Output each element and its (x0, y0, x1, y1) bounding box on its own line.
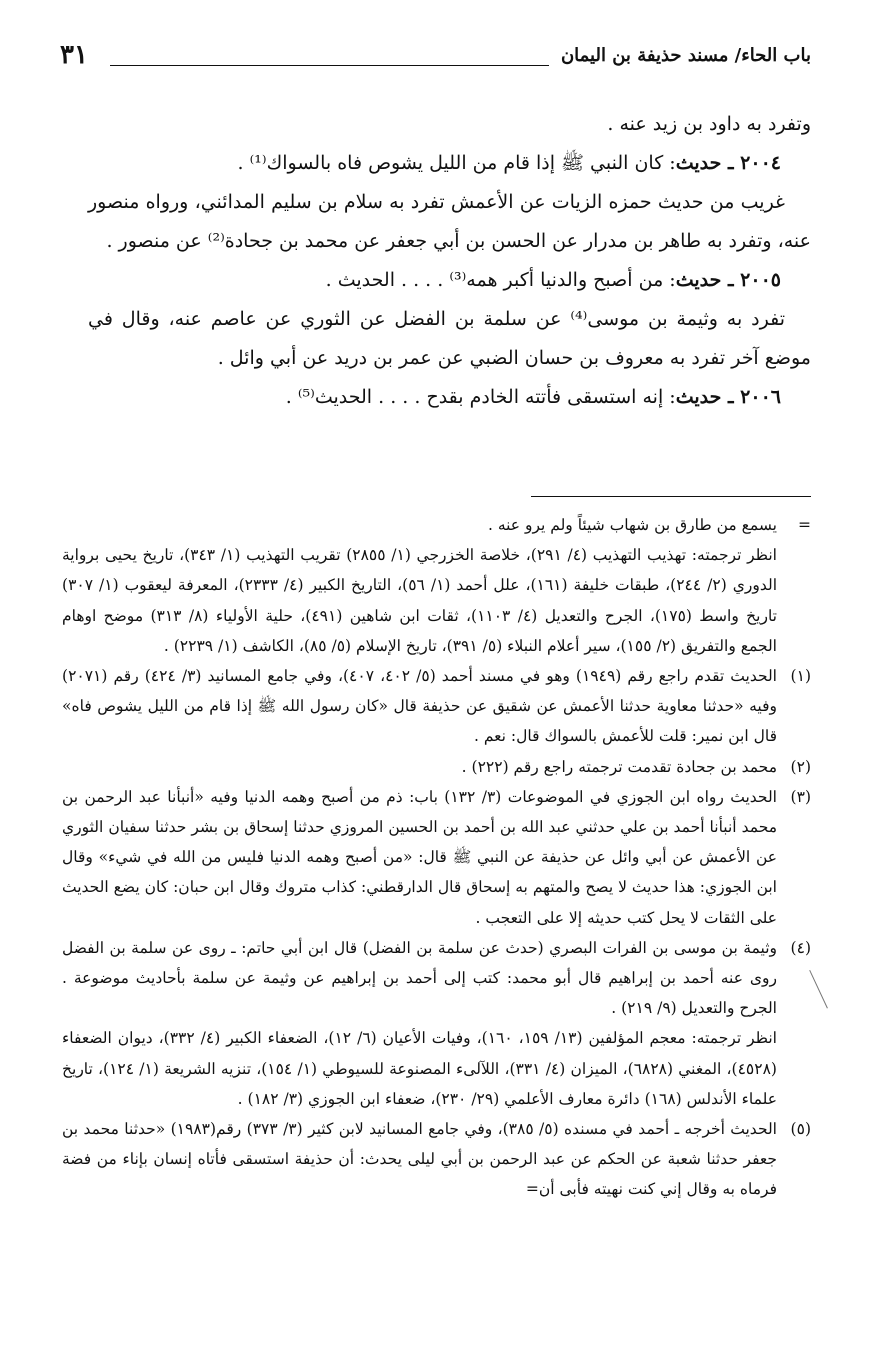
paragraph-1: وتفرد به داود بن زيد عنه . (607, 113, 811, 135)
footnote-number: (١) (790, 667, 811, 686)
footnote-number: (٣) (790, 787, 811, 806)
paragraph-3: تفرد به وثيمة بن موسى⁽⁴⁾ عن سلمة بن الفضل عن الثوري عن عاصم عنه، وقال في موضع آخر تفرد به معروف بن حسان الضبي عن عمر بن دريد عن أبي وائل . (88, 308, 811, 369)
running-title: باب الحاء/ مسند حذيفة بن اليمان (560, 44, 811, 66)
page-number: ٣١ (60, 40, 88, 70)
footnote-number: (٢) (790, 757, 811, 776)
footnote-text: وثيمة بن موسى بن الفرات البصري (حدث عن سلمة بن الفضل) قال ابن أبي حاتم: ـ روى عن سلمة بن الفضل روى عنه أحمد بن إبراهيم قال أبو محمد: كتب إلى أحمد بن إبراهيم عن وثيمة عن سلمة بأحاديث موضوعة . الجرح والتعديل (٩/ ٢١٩) . (62, 938, 777, 1018)
hadith-2004 (88, 144, 811, 183)
continuation-refs: انظر ترجمته: تهذيب التهذيب (٤/ ٢٩١)، خلاصة الخزرجي (١/ ٢٨٥٥) تقريب التهذيب (١/ ٣٤٣)، تاريخ يحيى برواية الدوري (٢/ ٢٤٤)، طبقات خليفة (١٦١)، علل أحمد (١/ ٥٦)، التاريخ الكبير (٤/ ٢٣٣٣)، المعرفة ليعقوب (١/ ٣٠٧) تاريخ واسط (١٧٥)، الجرح والتعديل (٤/ ١١٠٣)، ثقات ابن شاهين (٤٩١)، حلية الأولياء (٨/ ٣١٣) موضح اوهام الجمع والتفريق (٢/ ١٥٥)، سير أعلام النبلاء (٥/ ٣٩١)، تاريخ الإسلام (٥/ ٨٥)، الكاشف (١/ ٢٢٣٩) . (62, 546, 778, 655)
hadith-2005 (88, 261, 811, 300)
footnotes (62, 510, 811, 1205)
footnote-3 (62, 782, 811, 933)
footnote-text: محمد بن جحادة تقدمت ترجمته راجع رقم (٢٢٢) . (461, 757, 777, 776)
footnote-continuation (62, 510, 811, 661)
footnote-5 (62, 1114, 811, 1205)
hadith-2006-text: : إنه استسقى فأتته الخادم بقدح . . . . الحديث⁽⁵⁾ . (285, 386, 676, 408)
hadith-2006-label: ٢٠٠٦ ـ حديث (675, 386, 781, 408)
footnote-separator (531, 496, 811, 497)
main-text (88, 105, 811, 417)
footnote-number: (٥) (790, 1120, 811, 1139)
footnote-2 (62, 752, 811, 782)
hadith-2005-text: : من أصبح والدنيا أكبر همه⁽³⁾ . . . . الحديث . (325, 269, 676, 291)
hadith-2006 (88, 378, 811, 417)
footnote-text: الحديث تقدم راجع رقم (١٩٤٩) وهو في مسند أحمد (٥/ ٤٠٢، ٤٠٧)، وفي جامع المسانيد (٣/ ٤٢٤) رقم (٢٠٧١) وفيه «حدثنا معاوية حدثنا الأعمش عن شقيق عن حذيفة قال «كان رسول الله ﷺ إذا قام من الليل يشوص فاه» قال ابن نمير: قلت للأعمش بالسواك قال: نعم . (62, 667, 777, 746)
footnote-4 (62, 933, 811, 1114)
paragraph-2: غريب من حديث حمزه الزيات عن الأعمش تفرد به سلام بن سليم المدائني، ورواه منصور عنه، وتفرد به طاهر بن مدرار عن الحسن بن أبي جعفر عن محمد بن جحادة⁽²⁾ عن منصور . (88, 191, 811, 252)
footnote-1 (62, 661, 811, 752)
footnote-text: الحديث رواه ابن الجوزي في الموضوعات (٣/ ١٣٢) باب: ذم من أصبح وهمه الدنيا وفيه «أنبأنا عبد الرحمن بن محمد أنبأنا أحمد بن علي حدثني عبد الله بن أحمد بن الحسين المروزي حدثنا إسحاق بن بشر حدثنا سفيان الثوري عن الأعمش عن أبي وائل عن حذيفة عن النبي ﷺ قال: «من أصبح وهمه الدنيا فليس من الله في شيء» وقال ابن الجوزي: هذا حديث لا يصح والمتهم به إسحاق قال الدارقطني: كذاب متروك وقال ابن حبان: كان يضع الحديث على الثقات لا يحل كتب حديثه إلا على التعجب . (62, 787, 778, 927)
margin-mark (809, 970, 829, 1009)
continuation-text: يسمع من طارق بن شهاب شيئاً ولم يرو عنه . (487, 516, 777, 534)
continuation-mark: = (798, 516, 811, 534)
page-header (60, 30, 811, 80)
footnote-refs: انظر ترجمته: معجم المؤلفين (١٣/ ١٥٩، ١٦٠)، وفيات الأعيان (٦/ ١٢)، الضعفاء الكبير (٤/ ٣٣٢)، ديوان الضعفاء (٤٥٢٨)، المغني (٦٨٢٨)، الميزان (٤/ ٣٣١)، اللآلىء المصنوعة للسيوطي (١/ ١٥٤)، تنزيه الشريعة (١/ ١٢٤)، تاريخ علماء الأندلس (١٦٨) دائرة معارف الأعلمي (٢٩/ ٢٣٠)، ضعفاء ابن الجوزي (٣/ ١٨٢) . (62, 1029, 777, 1108)
hadith-2005-label: ٢٠٠٥ ـ حديث (675, 269, 781, 291)
hadith-2004-label: ٢٠٠٤ ـ حديث (675, 152, 781, 174)
header-rule (110, 65, 549, 66)
footnote-number: (٤) (790, 938, 811, 957)
hadith-2004-text: : كان النبي ﷺ إذا قام من الليل يشوص فاه بالسواك⁽¹⁾ . (237, 152, 676, 174)
footnote-text: الحديث أخرجه ـ أحمد في مسنده (٥/ ٣٨٥)، وفي جامع المسانيد لابن كثير (٣/ ٣٧٣) رقم(١٩٨٣) «حدثنا محمد بن جعفر حدثنا شعبة عن الحكم عن عبد الرحمن بن أبي ليلى يحدث: أن حذيفة استسقى فأتاه إنسان بإناء من فضة فرماه به وقال إني كنت نهيته فأبى أن= (62, 1120, 777, 1199)
